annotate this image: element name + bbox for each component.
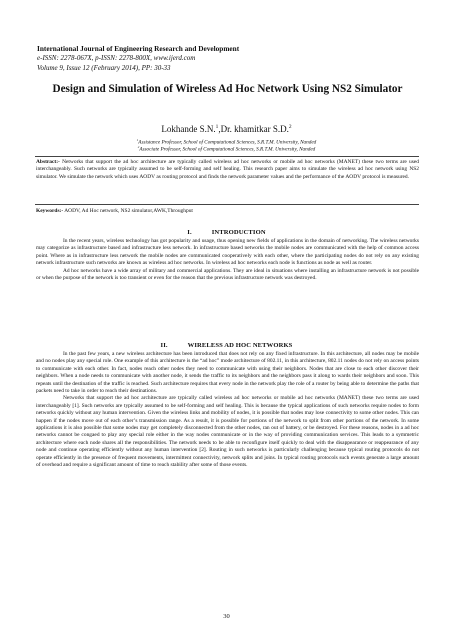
affiliation	[0, 144, 453, 154]
paragraph: In the recent years, wireless technology has got popularity and usage, thus opening new fields of applications in the domain of networking. The wireless networks may categorize as infrastructure based and infrastructure less network. In infrastructure based networks the mobile nodes are communicated with the help of common access point. Where as in infrastructure less network the mobile nodes are communicated cooperatively with each other, where the participating nodes do not rely on any existing network infrastructure such networks are known as wireless ad hoc networks. In wireless ad hoc networks each node is functions as node as well as router.	[36, 238, 419, 267]
section-title: WIRELESS AD HOC NETWORKS	[187, 342, 293, 349]
section-title: INTRODUCTION	[211, 229, 266, 236]
paragraph: Networks that support the ad hoc architecture are typically called wireless ad hoc networks or mobile ad hoc networks (MANET) these two terms are used interchangeably [1]. Such networks are typically assumed to be self-forming and self healing. This is because the typical applications of such networks require nodes to form networks quickly without any human intervention. Given the wireless links and mobility of nodes, it is possible that nodes may lose connectivity to some other nodes. This can happen if the nodes move out of each other’s transmission range. As a result, it is possible for portions of the network to split from other portions of the network. In some applications it is also possible that some nodes may get completely disconnected from the other nodes, ran out of battery, or be destroyed. For these reasons, nodes in a ad hoc networks cannot be congaed to play any special role either in the way nodes communicate or in the way of providing communication services. This leads to a symmetric architecture where each node shares all the responsibilities. The network needs to be able to reconfigure itself quickly to deal with the disappearance or reappearance of any node and continue operating efficiently without any human intervention [2]. Routing in such networks is particularly challenging because typical routing protocols do not operate efficiently in the presence of frequent movements, intermittent connectivity, network splits and joins. In typical routing protocols such events generate a large amount of overhead and require a significant amount of time to reach stability after some of those events.	[36, 395, 419, 469]
journal-issn: e-ISSN: 2278-067X, p-ISSN: 2278-800X, www.ijerd.com	[37, 54, 196, 62]
affiliation-text: Associate Professor, School of Computational Sciences, S.R.T.M. University, Nanded	[139, 146, 316, 153]
divider	[35, 156, 419, 157]
section-heading	[0, 342, 453, 349]
section-heading	[0, 229, 453, 236]
journal-header	[37, 44, 437, 73]
affiliation-sup: 1	[136, 138, 139, 142]
keywords-text: AODV, Ad Hoc network, NS2 simulator,AWK,Throughput	[64, 208, 193, 214]
author-name: Lokhande S.N.	[161, 124, 216, 134]
affiliation-sup: 2	[137, 145, 140, 149]
abstract	[36, 159, 419, 181]
author-sup: 1	[215, 124, 219, 130]
affiliation-text: Assistance Professor, School of Computational Sciences, S.R.T.M. University, Nanded	[138, 139, 317, 146]
author-name: Dr. khamitkar S.D.	[220, 124, 289, 134]
author-sup: 2	[288, 124, 292, 130]
section-body	[36, 238, 419, 282]
author-separator: ,	[218, 124, 221, 134]
keywords-label: Keywords:-	[36, 208, 64, 214]
abstract-label: Abstract:-	[36, 159, 60, 165]
divider	[35, 204, 419, 205]
abstract-text: Networks that support the ad hoc architecture are typically called wireless ad hoc networks or mobile ad hoc networks (MANET) these two terms are used interchangeably. Such networks are typically assumed to be self-forming and self healing. This research paper aims to simulate the wireless ad hoc network using NS2 simulator. We simulate the network which uses AODV as routing protocol and finds the network parameter values and the performance of the AODV protocol is measured.	[36, 159, 419, 180]
paragraph: Ad hoc networks have a wide array of military and commercial applications. They are ideal in situations where installing an infrastructure network is not possible or when the purpose of the network is too transient or even for the reason that the previous infrastructure network was destroyed.	[36, 267, 419, 282]
author-line	[0, 124, 453, 134]
section-number: I.	[187, 229, 192, 236]
journal-volume: Volume 9, Issue 12 (February 2014), PP: 30-33	[37, 63, 171, 72]
journal-name: International Journal of Engineering Research and Development	[37, 44, 240, 53]
page-number: 30	[223, 613, 230, 620]
section-number: II.	[160, 342, 168, 349]
paragraph: In the past few years, a new wireless architecture has been introduced that does not rely on any fixed infrastructure. In this architecture, all nodes may be mobile and no nodes play any special role. One example of this architecture is the “ad hoc” mode architecture of 802.11, in this architecture, 802.11 nodes do not rely on access points to communicate with each other. In fact, nodes reach other nodes they need to communicate with using their neighbors. Nodes that are close to each other discover their neighbors. When a node needs to communicate with another node, it sends the traffic to its neighbors and the neighbors pass it along to wards their neighbors and soon. This repeats until the destination of the traffic is reached. Such architecture requires that every node in the network play the role of a router by being able to determine the paths that packets need to take in order to reach their destinations.	[36, 351, 419, 395]
section-body	[36, 351, 419, 470]
keywords	[36, 208, 419, 215]
paper-title: Design and Simulation of Wireless Ad Hoc Network Using NS2 Simulator	[52, 83, 403, 95]
